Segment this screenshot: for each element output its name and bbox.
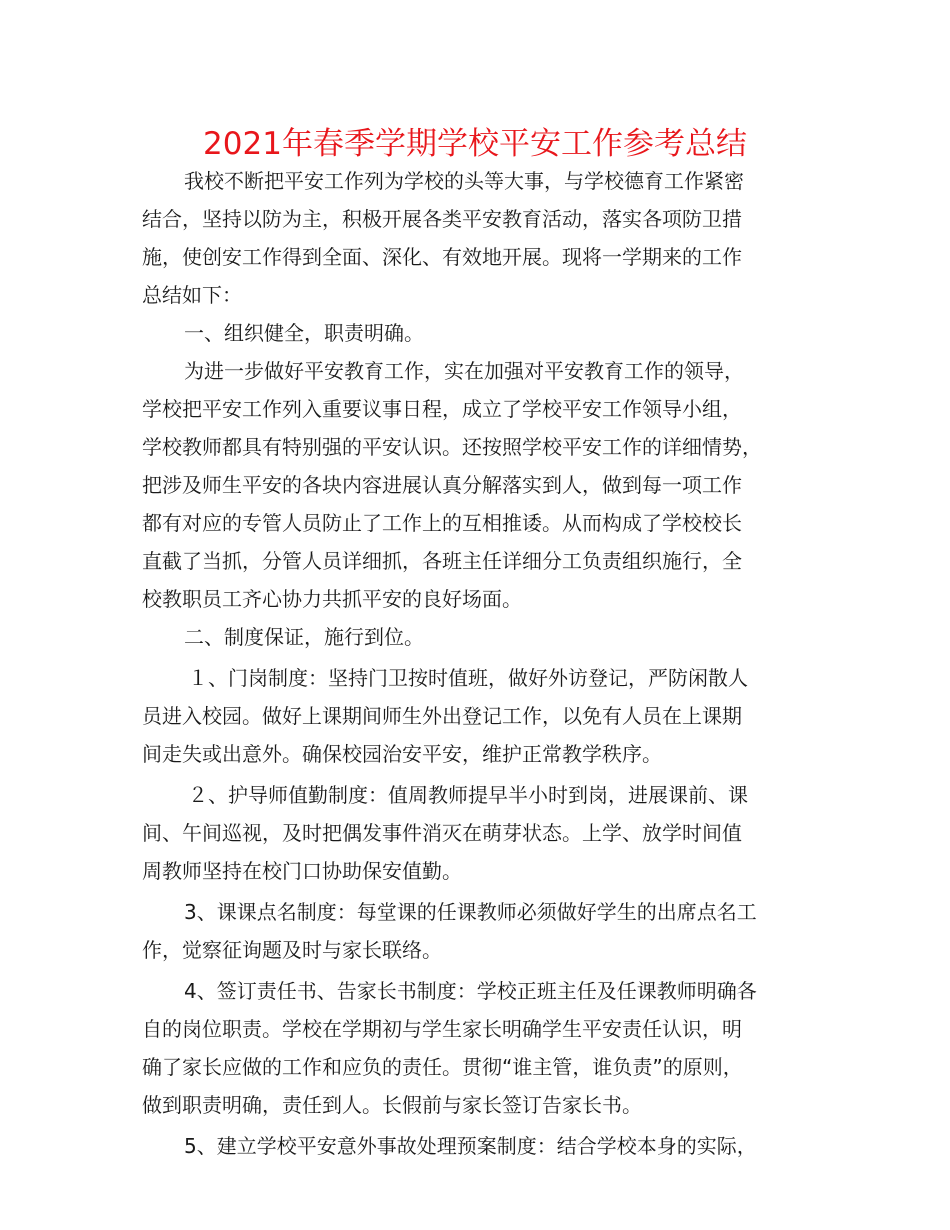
paragraph-line: 做到职责明确，责任到人。长假前与家长签订告家长书。 <box>142 1093 642 1117</box>
paragraph-line: 直截了当抓，分管人员详细抓，各班主任详细分工负责组织施行，全 <box>142 549 742 573</box>
list-item-line: ２、护导师值勤制度：值周教师提早半小时到岗，进展课前、课 <box>188 783 748 807</box>
list-item-line: １、门岗制度：坚持门卫按时值班，做好外访登记，严防闲散人 <box>188 666 748 690</box>
paragraph-line: 学校教师都具有特别强的平安认识。还按照学校平安工作的详细情势， <box>142 435 762 459</box>
paragraph-line: 校教职员工齐心协力共抓平安的良好场面。 <box>142 587 522 611</box>
section-heading: 二、制度保证，施行到位。 <box>184 625 424 649</box>
paragraph-line: 施，使创安工作得到全面、深化、有效地开展。现将一学期来的工作 <box>142 245 742 269</box>
paragraph-line: 总结如下： <box>142 283 242 307</box>
paragraph-line: 周教师坚持在校门口协助保安值勤。 <box>142 859 462 883</box>
paragraph-line: 学校把平安工作列入重要议事日程，成立了学校平安工作领导小组， <box>142 397 742 421</box>
paragraph-line: 作，觉察征询题及时与家长联络。 <box>142 938 442 962</box>
document-title: 2021年春季学期学校平安工作参考总结 <box>203 126 747 162</box>
list-item-line: 4、签订责任书、告家长书制度：学校正班主任及任课教师明确各 <box>184 979 757 1003</box>
paragraph-line: 把涉及师生平安的各块内容进展认真分解落实到人，做到每一项工作 <box>142 473 742 497</box>
paragraph-line: 自的岗位职责。学校在学期初与学生家长明确学生平安责任认识，明 <box>142 1017 742 1041</box>
paragraph-line: 结合，坚持以防为主，积极开展各类平安教育活动，落实各项防卫措 <box>142 207 742 231</box>
paragraph-line: 间走失或出意外。确保校园治安平安，维护正常教学秩序。 <box>142 742 662 766</box>
paragraph-line: 确了家长应做的工作和应负的责任。贯彻“谁主管，谁负责”的原则， <box>142 1055 743 1079</box>
list-item-line: 3、课课点名制度：每堂课的任课教师必须做好学生的出席点名工 <box>184 900 757 924</box>
paragraph-line: 都有对应的专管人员防止了工作上的互相推诿。从而构成了学校校长 <box>142 511 742 535</box>
paragraph-line: 间、午间巡视，及时把偶发事件消灭在萌芽状态。上学、放学时间值 <box>142 821 742 845</box>
list-item-line: 5、建立学校平安意外事故处理预案制度：结合学校本身的实际， <box>184 1134 757 1158</box>
paragraph-line: 为进一步做好平安教育工作，实在加强对平安教育工作的领导， <box>184 359 744 383</box>
section-heading: 一、组织健全，职责明确。 <box>184 321 424 345</box>
paragraph-line: 我校不断把平安工作列为学校的头等大事，与学校德育工作紧密 <box>184 169 744 193</box>
document-body <box>142 162 817 1165</box>
paragraph-line: 员进入校园。做好上课期间师生外出登记工作，以免有人员在上课期 <box>142 704 742 728</box>
